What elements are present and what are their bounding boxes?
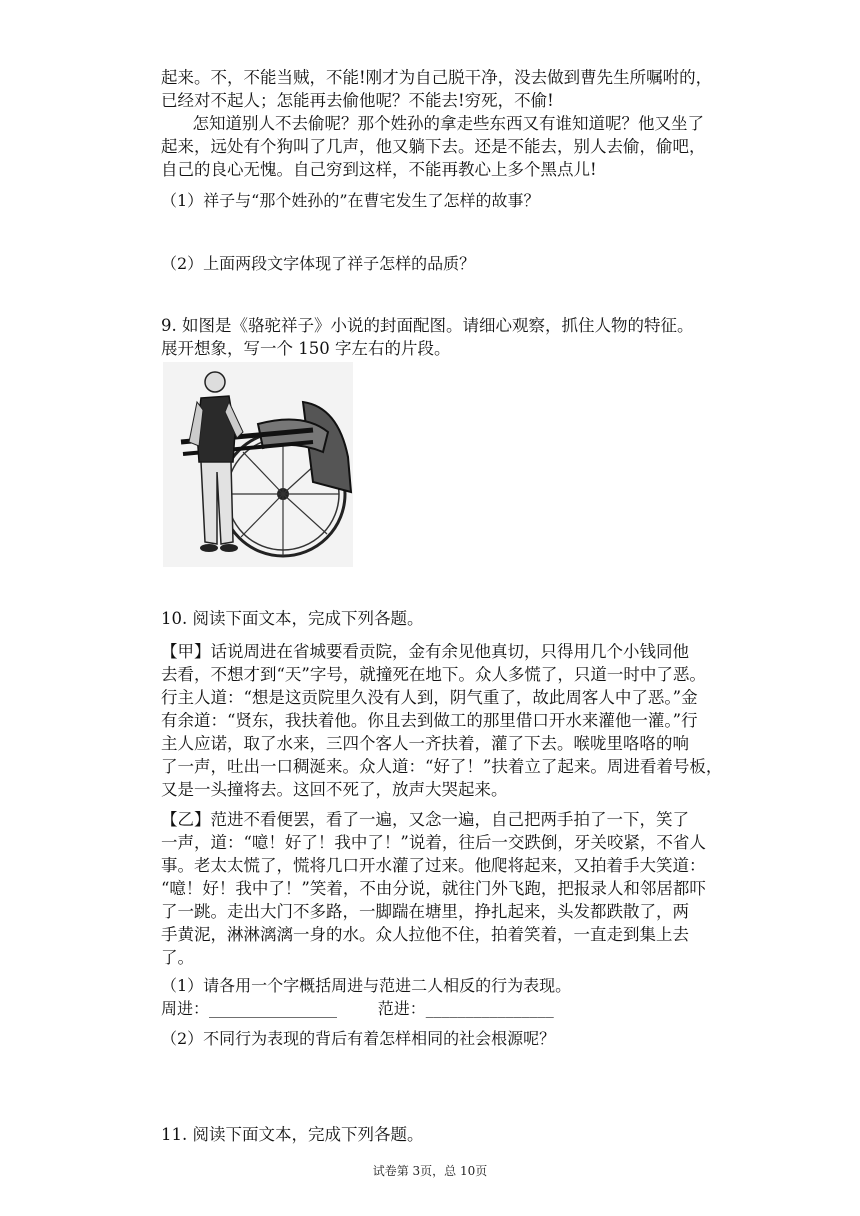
page-footer: 试卷第 3页，总 10页 — [372, 1164, 488, 1178]
passage-line: 起来，远处有个狗叫了几声，他又躺下去。还是不能去，别人去偷，偷吧， — [161, 137, 706, 156]
q10-sub-question-1: （1）请各用一个字概括周进与范进二人相反的行为表现。 — [161, 976, 572, 995]
passage-jia-line: 又是一头撞将去。这回不死了，放声大哭起来。 — [161, 780, 508, 799]
rickshaw-puller-illustration — [163, 362, 353, 567]
passage-yi-line: 手黄泥，淋淋漓漓一身的水。众人拉他不住，拍着笑着，一直走到集上去 — [161, 925, 689, 944]
q11-heading: 11. 阅读下面文本，完成下列各题。 — [161, 1125, 424, 1144]
q8-sub-question-2: （2）上面两段文字体现了祥子怎样的品质？ — [161, 254, 476, 273]
q9-prompt-line: 展开想象，写一个 150 字左右的片段。 — [161, 339, 451, 358]
passage-line: 自己的良心无愧。自己穷到这样，不能再教心上多个黑点儿! — [161, 160, 597, 179]
q10-heading: 10. 阅读下面文本，完成下列各题。 — [161, 609, 424, 628]
q8-sub-question-1: （1）祥子与“那个姓孙的”在曹宅发生了怎样的故事？ — [161, 191, 540, 210]
passage-yi-line: 【乙】范进不看便罢，看了一遍，又念一遍，自己把两手拍了一下，笑了 — [161, 810, 689, 829]
passage-yi-line: 事。老太太慌了，慌将几口开水灌了过来。他爬将起来，又拍着手大笑道： — [161, 856, 706, 875]
q9-prompt-line: 9. 如图是《骆驼祥子》小说的封面配图。请细心观察，抓住人物的特征。 — [161, 316, 694, 335]
passage-jia-line: 行主人道：“想是这贡院里久没有人到，阴气重了，故此周客人中了恶。”金 — [161, 688, 698, 707]
passage-yi-line: 一声，道：“噫！好了！我中了！”说着，往后一交跌倒，牙关咬紧，不省人 — [161, 833, 706, 852]
q10-answer-blanks: 周进：________________ 范进：________________ — [161, 999, 554, 1018]
passage-line: 已经对不起人；怎能再去偷他呢？不能去!穷死，不偷! — [161, 91, 554, 110]
passage-jia-line: 【甲】话说周进在省城要看贡院，金有余见他真切，只得用几个小钱同他 — [161, 642, 689, 661]
passage-line: 怎知道别人不去偷呢？那个姓孙的拿走些东西又有谁知道呢？他又坐了 — [161, 114, 704, 133]
passage-line: 起来。不，不能当贼，不能!刚才为自己脱干净，没去做到曹先生所嘱咐的， — [161, 68, 713, 87]
passage-yi-line: 了一跳。走出大门不多路，一脚踹在塘里，挣扎起来，头发都跌散了，两 — [161, 902, 689, 921]
passage-jia-line: 去看，不想才到“天”字号，就撞死在地下。众人多慌了，只道一时中了恶。 — [161, 665, 706, 684]
passage-yi-line: “噫！好！我中了！”笑着，不由分说，就往门外飞跑，把报录人和邻居都吓 — [161, 879, 706, 898]
passage-jia-line: 主人应诺，取了水来，三四个客人一齐扶着，灌了下去。喉咙里咯咯的响 — [161, 734, 689, 753]
q10-sub-question-2: （2）不同行为表现的背后有着怎样相同的社会根源呢？ — [161, 1029, 556, 1048]
passage-yi-line: 了。 — [161, 948, 194, 967]
passage-jia-line: 有余道：“贤东，我扶着他。你且去到做工的那里借口开水来灌他一灌。”行 — [161, 711, 698, 730]
passage-jia-line: 了一声，吐出一口稠涎来。众人道：“好了！”扶着立了起来。周进看着号板， — [161, 757, 723, 776]
